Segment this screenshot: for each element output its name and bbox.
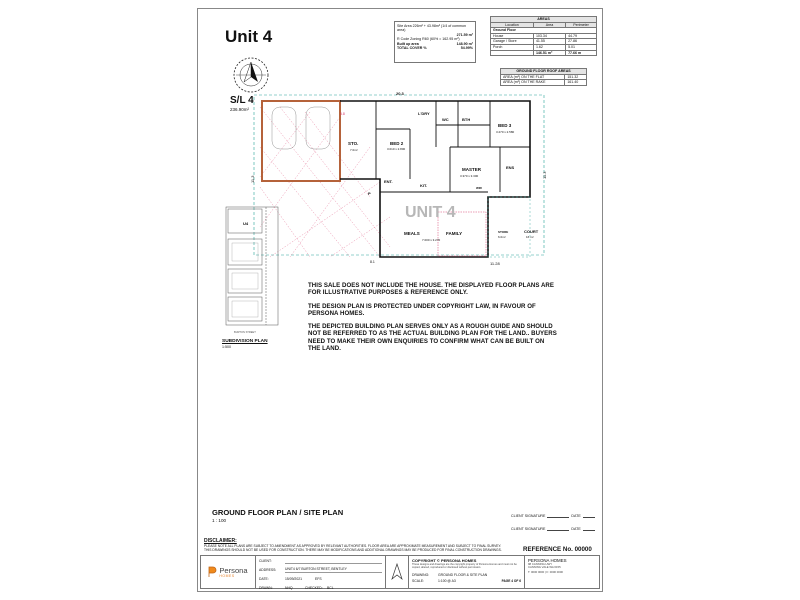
svg-text:3.010 x 2.800: 3.010 x 2.800 — [387, 147, 406, 151]
built-up-row: Built up area 148.90 m² — [397, 41, 473, 46]
dim-left: 11.3 — [250, 175, 255, 183]
notice-guide: THE DEPICTED BUILDING PLAN SERVES ONLY AS A ROUGH GUIDE AND SHOULD NOT BE REFERRED TO AS THE ACTUAL BUILDING PLAN FOR THE LAND.. BUYERS NEED TO MAKE THEIR OWN ENQUIRIES TO CONFIRM WHAT CAN BE BUILT ON THE LAND. — [308, 323, 557, 353]
svg-text:16 m²: 16 m² — [526, 235, 534, 239]
dim-bottom-left: 8.1 — [370, 260, 375, 264]
table-total-row: 146.51 m² 77.66 m — [491, 50, 597, 56]
dim-top: 20.3 — [396, 91, 404, 96]
room-laundry: L'DRY — [418, 111, 430, 116]
disclaimer-text: PLEASE NOTE ALL PLANS ARE SUBJECT TO AMENDMENT AS APPROVED BY RELEVANT AUTHORITIES. FLOOR AREA ARE APPROXIMATE MEASUREMENT AND SUBJECT TO FINAL SURVEY. THIS DRAWINGS SHOULD NOT BE USED FOR CONSTRUCTION. THERE MAY BE MODIFICATIONS AND ADDITIONAL DRAWINGS MAY BE PRODUCED FOR FINAL CONSTRUCTION DRAWINGS. — [204, 544, 502, 553]
room-store: STO. — [348, 141, 359, 146]
room-bath: BTH — [462, 117, 471, 122]
drawing-scale: 1 : 100 — [212, 518, 227, 523]
site-calculation-box: Site Area 226m² + 43.98m² (1/4 of common area) 271.59 m² R Code Zoning R60 (60% = 162.95 m²) Built up area 148.90 m² TOTAL COVER % 54.99% — [394, 21, 476, 63]
room-meals: MEALS — [404, 231, 420, 236]
total-cover-row: TOTAL COVER % 54.99% — [397, 46, 473, 51]
persona-logo-icon — [208, 566, 217, 578]
svg-text:6.0m²: 6.0m² — [498, 235, 506, 239]
client-signature-1: CLIENT SIGNATURE DATE — [511, 514, 595, 518]
table-row: AREA (m²) ON THE FLAT 151.32 — [501, 74, 587, 80]
table-row: House 103.34 44.79 — [491, 33, 597, 39]
dim-bottom: 11.28 — [490, 261, 500, 266]
site-area-row: Site Area 226m² + 43.98m² (1/4 of common area) — [397, 24, 467, 33]
room-kitchen: KIT. — [420, 183, 428, 188]
room-bed-2: BED 2 — [390, 141, 404, 146]
subdivision-plan — [224, 205, 280, 337]
north-small-icon — [386, 556, 409, 588]
areas-table: AREAS Location Area Perimeter Ground Floor House 103.34 44.79 Garage / Store 41.55 27.86 Porch 1.62 5.01 146.51 m² 77.66 m — [490, 16, 597, 56]
company-block: PERSONA HOMES 98 CANNING HWY CANNING VALE WA 6155 T: 0000 0000 | F: 0000 0000 — [528, 558, 567, 574]
room-ensuite: ENS — [506, 165, 515, 170]
room-bed-3: BED 3 — [498, 123, 512, 128]
svg-text:3.270 x 2.580: 3.270 x 2.580 — [496, 130, 515, 134]
room-entry: ENT. — [384, 179, 393, 184]
sale-notice — [308, 282, 558, 358]
lot-label: S/L 4 — [230, 95, 254, 106]
room-porch: P — [368, 191, 371, 196]
subdivision-unit-label: U4 — [243, 221, 249, 226]
svg-text:7.0m²: 7.0m² — [350, 148, 358, 152]
notice-house: THIS SALE DOES NOT INCLUDE THE HOUSE. THE DISPLAYED FLOOR PLANS ARE FOR ILLUSTRATIVE PURPOSES & REFERENCE ONLY. — [308, 282, 554, 297]
table-row: Porch 1.62 5.01 — [491, 44, 597, 50]
copyright-block: COPYRIGHT © PERSONA HOMES These designs and drawings are the copyright property of Persona Homes and must not be copied, altered, reproduced or disclosed without permission. DRAWING: GROUND FLOOR & SITE PLAN SCALE: 1:100 @ A3 PAGE 4 OF 6 — [409, 556, 525, 588]
persona-logo: Persona HOMES — [201, 556, 256, 588]
room-wir: WIR — [476, 186, 482, 190]
drawing-title: GROUND FLOOR PLAN / SITE PLAN — [212, 508, 344, 517]
room-store-2: STORE — [498, 230, 509, 234]
client-signature-2: CLIENT SIGNATURE DATE — [511, 527, 595, 531]
subdivision-scale: 1:500 — [222, 345, 231, 349]
table-row: AREA (m²) ON THE RAKE 161.40 — [501, 80, 587, 86]
disclaimer-title: DISCLAIMER: — [204, 538, 237, 544]
title-block — [200, 555, 600, 589]
drawing-sheet — [197, 8, 603, 592]
plan-watermark: UNIT 4 — [405, 204, 456, 221]
subdivision-title: SUBDIVISION PLAN — [222, 339, 268, 344]
room-court: COURT — [524, 229, 539, 234]
room-master: MASTER — [462, 167, 481, 172]
notice-copyright: THE DESIGN PLAN IS PROTECTED UNDER COPYRIGHT LAW, IN FAVOUR OF PERSONA HOMES. — [308, 302, 536, 317]
subdivision-street: BURTON STREET — [234, 331, 256, 334]
room-wc: WC — [442, 117, 449, 122]
client-details: CLIENT: ADDRESS: UNIT4 6/7 BURTON STREET, BENTLEY DATE: 15/09/2021 EFS DRAWN: NHQ CHECKED: BCL — [256, 556, 386, 588]
room-family: FAMILY — [446, 231, 463, 236]
dim-right: 11.3 — [542, 171, 547, 179]
lot-area: 236.90m² — [230, 107, 250, 112]
svg-text:3.370 x 3.300: 3.370 x 3.300 — [460, 174, 479, 178]
svg-text:7.000 x 3.270: 7.000 x 3.270 — [422, 238, 441, 242]
reference-number: REFERENCE No. 00000 — [523, 546, 592, 553]
dim-garage: 5.8 — [340, 112, 345, 116]
roof-areas-table: GROUND FLOOR ROOF AREAS AREA (m²) ON THE FLAT 151.32 AREA (m²) ON THE RAKE 161.40 — [500, 68, 587, 86]
unit-title: Unit 4 — [225, 27, 273, 46]
zoning-row: R Code Zoning R60 (60% = 162.95 m²) — [397, 37, 460, 42]
floor-plan — [250, 87, 550, 269]
table-row: Garage / Store 41.55 27.86 — [491, 39, 597, 45]
